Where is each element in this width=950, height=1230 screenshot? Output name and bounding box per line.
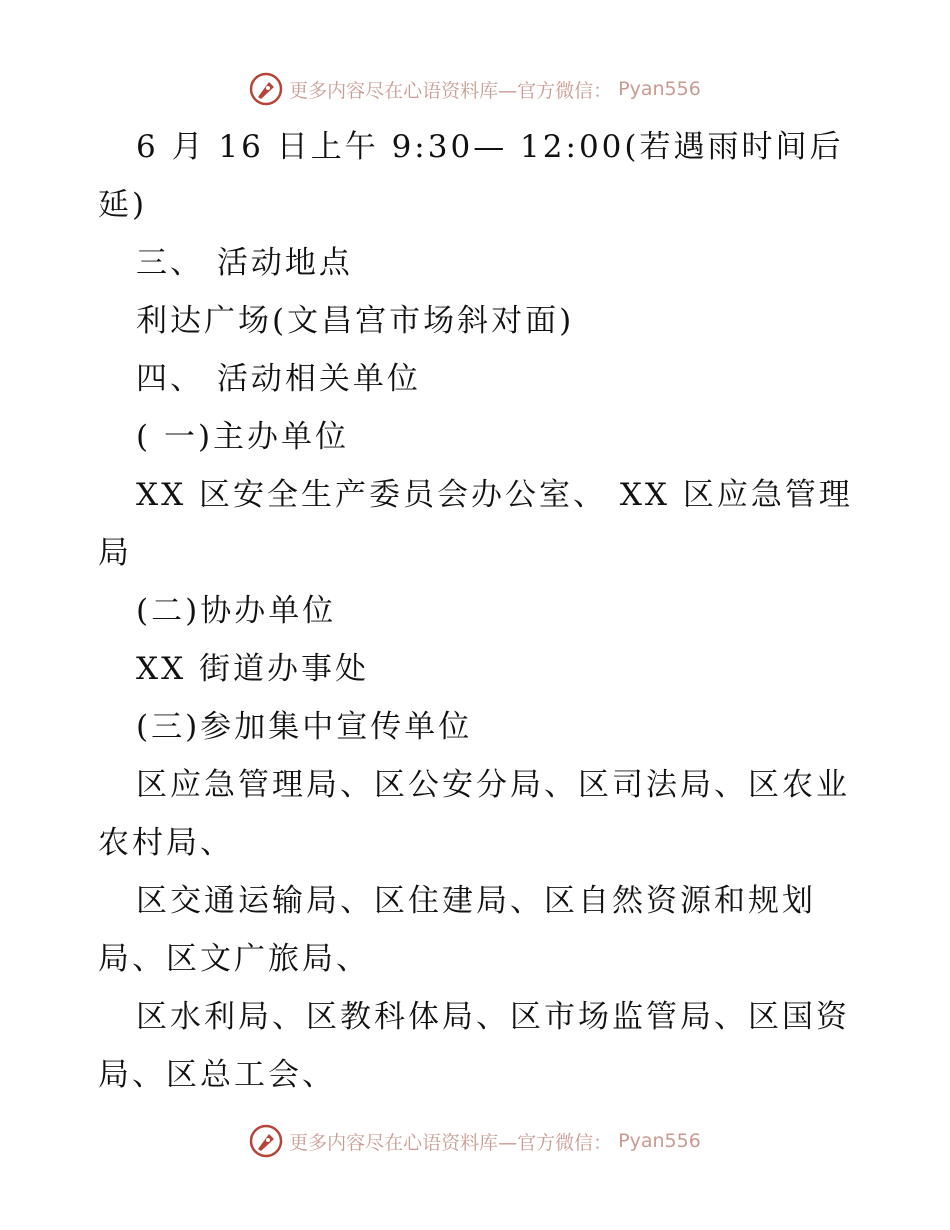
paragraph-line: 区交通运输局、区住建局、区自然资源和规划	[136, 883, 816, 919]
section-heading: 四、 活动相关单位	[136, 361, 421, 397]
subsection-heading: (三)参加集中宣传单位	[136, 709, 473, 745]
pen-nib-logo-icon	[249, 1124, 283, 1158]
watermark-text: 更多内容尽在心语资料库—官方微信：	[289, 1131, 613, 1154]
paragraph-line: 区水利局、区教科体局、区市场监管局、区国资	[136, 999, 850, 1035]
header-watermark	[0, 72, 950, 106]
paragraph-line: XX 街道办事处	[136, 651, 369, 687]
watermark-wechat-id: Pyan556	[618, 1130, 701, 1152]
paragraph-line: 区应急管理局、区公安分局、区司法局、区农业	[136, 767, 850, 803]
document-body	[98, 118, 858, 1104]
paragraph-line: 局	[98, 535, 132, 571]
paragraph-line: 6 月 16 日上午 9:30— 12:00(若遇雨时间后	[136, 129, 844, 165]
paragraph-line: 延)	[98, 187, 148, 223]
footer-watermark	[0, 1124, 950, 1158]
paragraph-line: 局、区总工会、	[98, 1057, 336, 1093]
paragraph-line: XX 区安全生产委员会办公室、 XX 区应急管理	[136, 477, 853, 513]
paragraph-line: 利达广场(文昌宫市场斜对面)	[136, 303, 575, 339]
pen-nib-logo-icon	[249, 72, 283, 106]
paragraph-line: 局、区文广旅局、	[98, 941, 370, 977]
subsection-heading: ( 一)主办单位	[136, 419, 350, 455]
paragraph-line: 农村局、	[98, 825, 234, 861]
section-heading: 三、 活动地点	[136, 245, 353, 281]
watermark-wechat-id: Pyan556	[618, 78, 701, 100]
subsection-heading: (二)协办单位	[136, 593, 337, 629]
watermark-text: 更多内容尽在心语资料库—官方微信：	[289, 79, 613, 102]
